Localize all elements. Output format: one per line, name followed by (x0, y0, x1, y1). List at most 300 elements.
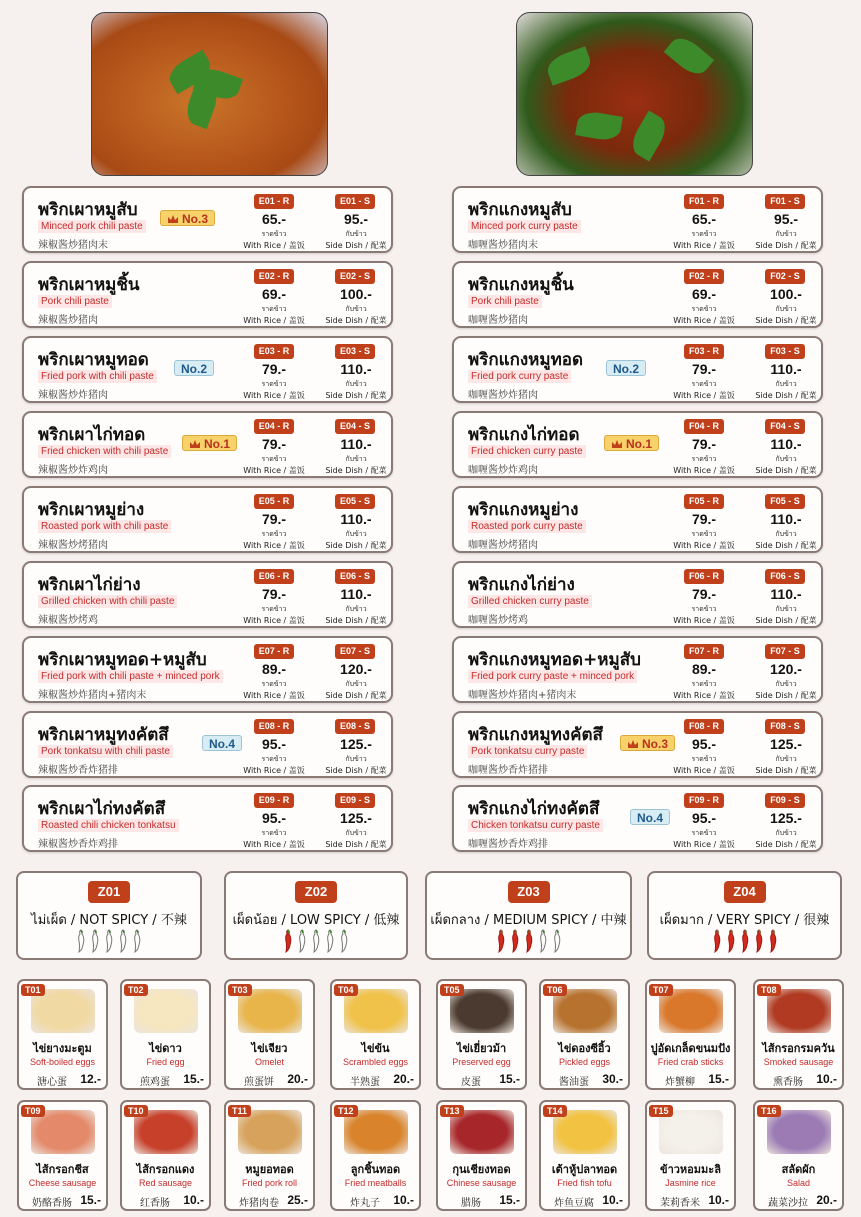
side-caption: Side Dish / 配菜 (755, 840, 817, 849)
chili-red-icon (712, 929, 722, 953)
side-dish-card[interactable] (539, 1100, 630, 1211)
rank-badge-label: No.2 (181, 362, 208, 376)
rice-caption-thai: ราดข้าว (691, 380, 717, 388)
side-dish-chinese-name: 炸鱼豆腐 (554, 1198, 594, 1209)
item-english-name: Fried pork curry paste + minced pork (468, 670, 637, 683)
rice-caption-thai: ราดข้าว (691, 605, 717, 613)
item-thai-name: พริกแกงหมูชิ้น (468, 275, 574, 295)
side-dish-thai-name: ไข่ยางมะตูม (33, 1042, 92, 1055)
item-thai-name: พริกแกงหมูสับ (468, 200, 572, 220)
chili-outline-icon (132, 929, 142, 953)
side-caption-thai: กับข้าว (775, 605, 797, 613)
rice-price: 95.- (691, 810, 717, 826)
side-dish-english-name: Fried pork roll (241, 1178, 297, 1188)
rice-caption-thai: ราดข้าว (261, 230, 287, 238)
side-code-tag: F09 - S (765, 793, 805, 808)
menu-item-card[interactable] (452, 636, 823, 703)
side-dish-price: 15.- (499, 1072, 520, 1086)
rice-price: 95.- (691, 736, 717, 752)
item-chinese-name: 辣椒酱炒炸猪肉+猪肉末 (38, 690, 147, 701)
rank-badge (604, 435, 659, 451)
side-caption-thai: กับข้าว (345, 829, 367, 837)
side-code-tag: F02 - S (765, 269, 805, 284)
rice-price: 89.- (691, 661, 717, 677)
menu-item-card[interactable] (22, 186, 393, 253)
rice-code-tag: E01 - R (254, 194, 294, 209)
rice-price: 79.- (261, 436, 287, 452)
side-dish-card[interactable] (224, 979, 315, 1090)
side-dish-english-name: Fried crab sticks (657, 1057, 724, 1067)
side-dish-price: 30.- (602, 1072, 623, 1086)
menu-item-card[interactable] (452, 336, 823, 403)
side-caption-thai: กับข้าว (775, 380, 797, 388)
side-price: 110.- (770, 436, 802, 452)
side-dish-chinese-name: 炸蟹柳 (665, 1077, 695, 1088)
rice-code-tag: F07 - R (684, 644, 724, 659)
side-dish-thai-name: ปูอัดเกล็ดขนมปัง (650, 1042, 731, 1055)
item-english-name: Minced pork chili paste (38, 220, 146, 233)
item-chinese-name: 辣椒酱炒烤猪肉 (38, 540, 108, 551)
rice-caption: With Rice / 盖饭 (243, 391, 305, 400)
side-code-tag: F07 - S (765, 644, 805, 659)
rice-code-tag: F03 - R (684, 344, 724, 359)
menu-item-card[interactable] (452, 785, 823, 852)
rank-badge-label: No.1 (204, 437, 231, 451)
menu-item-card[interactable] (452, 486, 823, 553)
side-dish-card[interactable] (17, 1100, 108, 1211)
rice-caption-thai: ราดข้าว (691, 530, 717, 538)
rice-caption: With Rice / 盖饭 (673, 766, 735, 775)
side-dish-chinese-name: 皮蛋 (461, 1077, 481, 1088)
rank-badge (174, 360, 214, 376)
rice-caption-thai: ราดข้าว (691, 305, 717, 313)
side-price: 95.- (343, 211, 369, 227)
side-caption-thai: กับข้าว (775, 230, 797, 238)
side-price: 125.- (770, 736, 802, 752)
side-price: 125.- (770, 810, 802, 826)
side-caption: Side Dish / 配菜 (755, 466, 817, 475)
side-code-tag: E04 - S (335, 419, 375, 434)
item-english-name: Pork tonkatsu curry paste (468, 745, 587, 758)
side-dish-english-name: Salad (786, 1178, 811, 1188)
side-dish-price: 10.- (393, 1193, 414, 1207)
rank-badge-label: No.4 (209, 737, 236, 751)
rank-badge-label: No.3 (182, 212, 209, 226)
side-caption-thai: กับข้าว (345, 605, 367, 613)
rice-code-tag: F05 - R (684, 494, 724, 509)
side-caption-thai: กับข้าว (345, 305, 367, 313)
side-code-tag: E03 - S (335, 344, 375, 359)
side-dish-code: T11 (228, 1105, 251, 1117)
rice-caption: With Rice / 盖饭 (673, 466, 735, 475)
item-chinese-name: 咖喱酱炒香炸鸡排 (468, 839, 548, 850)
side-dish-card[interactable] (539, 979, 630, 1090)
side-dish-price: 20.- (287, 1072, 308, 1086)
rank-badge-label: No.3 (642, 737, 669, 751)
side-price: 125.- (340, 736, 372, 752)
side-caption: Side Dish / 配菜 (755, 766, 817, 775)
side-code-tag: E06 - S (335, 569, 375, 584)
side-dish-thai-name: ไข่ดาว (149, 1042, 182, 1055)
side-dish-english-name: Scrambled eggs (342, 1057, 409, 1067)
rice-caption: With Rice / 盖饭 (243, 840, 305, 849)
side-dish-code: T08 (757, 984, 781, 996)
menu-item-card[interactable] (22, 486, 393, 553)
rice-caption: With Rice / 盖饭 (673, 391, 735, 400)
side-dish-code: T10 (124, 1105, 148, 1117)
item-english-name: Pork tonkatsu with chili paste (38, 745, 173, 758)
side-code-tag: E01 - S (335, 194, 375, 209)
chili-outline-icon (538, 929, 548, 953)
side-caption: Side Dish / 配菜 (325, 241, 387, 250)
side-caption-thai: กับข้าว (345, 755, 367, 763)
side-dish-english-name: Fried egg (146, 1057, 185, 1067)
side-dish-code: T13 (440, 1105, 464, 1117)
spice-level-option[interactable] (647, 871, 842, 960)
rice-caption: With Rice / 盖饭 (243, 766, 305, 775)
rice-caption: With Rice / 盖饭 (243, 316, 305, 325)
item-thai-name: พริกเผาไก่ทงคัตสึ (38, 799, 166, 819)
side-dish-english-name: Soft-boiled eggs (29, 1057, 96, 1067)
spice-level-option[interactable] (224, 871, 408, 960)
side-code-tag: F05 - S (765, 494, 805, 509)
side-dish-thai-name: ไข่ดองซีอิ้ว (558, 1042, 611, 1055)
rice-caption: With Rice / 盖饭 (243, 691, 305, 700)
rank-badge (606, 360, 646, 376)
side-dish-chinese-name: 蔬菜沙拉 (768, 1198, 808, 1209)
side-caption-thai: กับข้าว (775, 755, 797, 763)
item-chinese-name: 辣椒酱炒炸鸡肉 (38, 465, 108, 476)
rank-badge-label: No.1 (626, 437, 653, 451)
side-price: 100.- (770, 286, 802, 302)
side-dish-card[interactable] (224, 1100, 315, 1211)
side-code-tag: F03 - S (765, 344, 805, 359)
side-code-tag: E05 - S (335, 494, 375, 509)
side-caption: Side Dish / 配菜 (325, 466, 387, 475)
item-chinese-name: 辣椒酱炒炸猪肉 (38, 390, 108, 401)
side-dish-price: 10.- (708, 1193, 729, 1207)
side-dish-chinese-name: 红香肠 (140, 1198, 170, 1209)
side-dish-chinese-name: 煎鸡蛋 (140, 1077, 170, 1088)
item-chinese-name: 辣椒酱炒猪肉末 (38, 240, 108, 251)
item-english-name: Pork chili paste (38, 295, 112, 308)
chili-red-icon (768, 929, 778, 953)
chili-red-icon (754, 929, 764, 953)
item-chinese-name: 辣椒酱炒香炸猪排 (38, 765, 118, 776)
side-dish-card[interactable] (17, 979, 108, 1090)
side-price: 125.- (340, 810, 372, 826)
menu-item-card[interactable] (22, 336, 393, 403)
curry-pork-photo (516, 12, 753, 176)
chili-outline-icon (552, 929, 562, 953)
side-caption-thai: กับข้าว (345, 455, 367, 463)
chili-red-icon (726, 929, 736, 953)
menu-item-card[interactable] (22, 561, 393, 628)
side-dish-thai-name: ไส้กรอกแดง (136, 1163, 195, 1176)
item-thai-name: พริกแกงไก่ย่าง (468, 575, 575, 595)
rice-code-tag: E02 - R (254, 269, 294, 284)
menu-item-card[interactable] (452, 711, 823, 778)
chili-red-icon (283, 929, 293, 953)
side-dish-card[interactable] (330, 979, 421, 1090)
item-chinese-name: 咖喱酱炒猪肉 (468, 315, 528, 326)
menu-item-card[interactable] (22, 636, 393, 703)
rice-caption-thai: ราดข้าว (261, 680, 287, 688)
rice-price: 79.- (691, 361, 717, 377)
side-caption-thai: กับข้าว (345, 680, 367, 688)
side-dish-thai-name: ไข่เยี่ยวม้า (456, 1042, 507, 1055)
rice-caption: With Rice / 盖饭 (673, 840, 735, 849)
chili-rating (427, 929, 630, 958)
item-thai-name: พริกเผาหมูทอด (38, 350, 149, 370)
side-dish-english-name: Fried fish tofu (557, 1178, 612, 1188)
chili-red-icon (510, 929, 520, 953)
menu-item-card[interactable] (452, 261, 823, 328)
rice-price: 65.- (261, 211, 287, 227)
rank-badge (182, 435, 237, 451)
side-code-tag: F08 - S (765, 719, 805, 734)
rank-badge (620, 735, 675, 751)
rice-price: 69.- (691, 286, 717, 302)
rice-caption-thai: ราดข้าว (691, 829, 717, 837)
item-english-name: Grilled chicken curry paste (468, 595, 592, 608)
menu-item-card[interactable] (22, 261, 393, 328)
side-dish-card[interactable] (330, 1100, 421, 1211)
rice-caption-thai: ราดข้าว (691, 755, 717, 763)
item-thai-name: พริกแกงไก่ทอด (468, 425, 580, 445)
rice-caption: With Rice / 盖饭 (243, 241, 305, 250)
side-dish-code: T03 (228, 984, 252, 996)
rice-code-tag: F04 - R (684, 419, 724, 434)
side-price: 110.- (340, 361, 372, 377)
item-english-name: Roasted chili chicken tonkatsu (38, 819, 179, 832)
side-dish-thai-name: ลูกชิ้นทอด (350, 1163, 401, 1176)
item-english-name: Minced pork curry paste (468, 220, 581, 233)
side-caption-thai: กับข้าว (775, 829, 797, 837)
side-dish-english-name: Omelet (254, 1057, 284, 1067)
side-dish-english-name: Red sausage (138, 1178, 193, 1188)
rice-price: 89.- (261, 661, 287, 677)
side-price: 95.- (773, 211, 799, 227)
side-code-tag: E08 - S (335, 719, 375, 734)
rice-caption-thai: ราดข้าว (691, 455, 717, 463)
item-chinese-name: 辣椒酱炒猪肉 (38, 315, 98, 326)
side-dish-english-name: Fried meatballs (344, 1178, 407, 1188)
crown-icon (189, 437, 201, 447)
rice-price: 69.- (261, 286, 287, 302)
item-chinese-name: 辣椒酱炒烤鸡 (38, 615, 98, 626)
menu-item-card[interactable] (452, 186, 823, 253)
side-caption: Side Dish / 配菜 (755, 541, 817, 550)
side-caption: Side Dish / 配菜 (325, 616, 387, 625)
side-dish-code: T04 (334, 984, 358, 996)
item-chinese-name: 咖喱酱炒烤猪肉 (468, 540, 538, 551)
rice-caption-thai: ราดข้าว (261, 455, 287, 463)
side-dish-card[interactable] (436, 979, 527, 1090)
side-caption: Side Dish / 配菜 (325, 316, 387, 325)
rice-code-tag: F09 - R (684, 793, 724, 808)
rice-price: 79.- (261, 361, 287, 377)
item-chinese-name: 咖喱酱炒香炸猪排 (468, 765, 548, 776)
side-dish-thai-name: ไส้กรอกรมควัน (762, 1042, 835, 1055)
rice-code-tag: E03 - R (254, 344, 294, 359)
spice-level-option[interactable] (425, 871, 632, 960)
rice-code-tag: E05 - R (254, 494, 294, 509)
side-price: 110.- (340, 586, 372, 602)
item-chinese-name: 咖喱酱炒烤鸡 (468, 615, 528, 626)
side-dish-english-name: Chinese sausage (446, 1178, 517, 1188)
side-dish-thai-name: เต้าหู้ปลาทอด (551, 1163, 618, 1176)
side-dish-price: 20.- (393, 1072, 414, 1086)
side-price: 110.- (770, 586, 802, 602)
item-thai-name: พริกแกงหมูย่าง (468, 500, 579, 520)
side-dish-chinese-name: 炸丸子 (350, 1198, 380, 1209)
side-dish-card[interactable] (645, 1100, 736, 1211)
menu-item-card[interactable] (22, 411, 393, 478)
side-code-tag: E07 - S (335, 644, 375, 659)
rice-caption: With Rice / 盖饭 (243, 616, 305, 625)
rice-caption: With Rice / 盖饭 (673, 691, 735, 700)
side-dish-code: T06 (543, 984, 567, 996)
side-dish-thai-name: ไข่ข้น (361, 1042, 390, 1055)
chili-outline-icon (311, 929, 321, 953)
menu-item-card[interactable] (452, 561, 823, 628)
chili-outline-icon (76, 929, 86, 953)
item-english-name: Chicken tonkatsu curry paste (468, 819, 603, 832)
side-caption-thai: กับข้าว (775, 530, 797, 538)
side-price: 110.- (340, 436, 372, 452)
side-dish-price: 15.- (80, 1193, 101, 1207)
rice-code-tag: E07 - R (254, 644, 294, 659)
rank-badge (160, 210, 215, 226)
chili-rating (649, 929, 840, 958)
side-dish-english-name: Preserved egg (452, 1057, 511, 1067)
rice-caption-thai: ราดข้าว (691, 230, 717, 238)
side-dish-english-name: Pickled eggs (558, 1057, 611, 1067)
side-caption-thai: กับข้าว (775, 680, 797, 688)
side-dish-card[interactable] (753, 979, 844, 1090)
rank-badge (630, 809, 670, 825)
side-dish-card[interactable] (120, 979, 211, 1090)
spice-level-code: Z01 (88, 881, 130, 903)
item-english-name: Pork chili paste (468, 295, 542, 308)
menu-item-card[interactable] (452, 411, 823, 478)
spice-level-label: เผ็ดกลาง / MEDIUM SPICY / 中辣 (430, 913, 627, 928)
rice-code-tag: E09 - R (254, 793, 294, 808)
item-english-name: Fried pork with chili paste + minced pork (38, 670, 223, 683)
chili-outline-icon (118, 929, 128, 953)
spice-level-option[interactable] (16, 871, 202, 960)
item-english-name: Fried chicken curry paste (468, 445, 586, 458)
side-dish-price: 10.- (816, 1072, 837, 1086)
side-dish-english-name: Jasmine rice (665, 1178, 716, 1188)
side-dish-card[interactable] (753, 1100, 844, 1211)
side-code-tag: F04 - S (765, 419, 805, 434)
side-dish-price: 10.- (183, 1193, 204, 1207)
rice-code-tag: F02 - R (684, 269, 724, 284)
side-caption: Side Dish / 配菜 (755, 316, 817, 325)
menu-item-card[interactable] (22, 785, 393, 852)
side-dish-chinese-name: 熏香肠 (773, 1077, 803, 1088)
rice-price: 79.- (691, 436, 717, 452)
side-dish-chinese-name: 酱油蛋 (559, 1077, 589, 1088)
spice-level-label: ไม่เผ็ด / NOT SPICY / 不辣 (31, 913, 187, 928)
rice-price: 95.- (261, 736, 287, 752)
item-english-name: Roasted pork with chili paste (38, 520, 171, 533)
side-dish-thai-name: กุนเชียงทอด (452, 1163, 511, 1176)
item-chinese-name: 咖喱酱炒猪肉末 (468, 240, 538, 251)
side-dish-code: T14 (543, 1105, 567, 1117)
rice-caption: With Rice / 盖饭 (673, 316, 735, 325)
rice-caption: With Rice / 盖饭 (673, 616, 735, 625)
item-thai-name: พริกแกงหมูทงคัตสึ (468, 725, 603, 745)
item-english-name: Roasted pork curry paste (468, 520, 586, 533)
item-thai-name: พริกเผาหมูย่าง (38, 500, 145, 520)
side-caption: Side Dish / 配菜 (755, 691, 817, 700)
rice-caption-thai: ราดข้าว (261, 755, 287, 763)
item-english-name: Fried pork with chili paste (38, 370, 157, 383)
item-english-name: Fried chicken with chili paste (38, 445, 171, 458)
side-code-tag: F01 - S (765, 194, 805, 209)
side-dish-price: 10.- (602, 1193, 623, 1207)
rice-caption-thai: ราดข้าว (261, 605, 287, 613)
side-dish-chinese-name: 溏心蛋 (37, 1077, 67, 1088)
side-dish-english-name: Cheese sausage (28, 1178, 97, 1188)
side-dish-chinese-name: 奶酪香肠 (32, 1198, 72, 1209)
item-chinese-name: 辣椒酱炒香炸鸡排 (38, 839, 118, 850)
side-code-tag: F06 - S (765, 569, 805, 584)
side-price: 110.- (770, 361, 802, 377)
rice-caption: With Rice / 盖饭 (673, 541, 735, 550)
menu-item-card[interactable] (22, 711, 393, 778)
chili-outline-icon (325, 929, 335, 953)
side-dish-english-name: Smoked sausage (763, 1057, 834, 1067)
crown-icon (611, 437, 623, 447)
chili-red-icon (496, 929, 506, 953)
rice-caption: With Rice / 盖饭 (243, 466, 305, 475)
rice-code-tag: F01 - R (684, 194, 724, 209)
rice-caption: With Rice / 盖饭 (673, 241, 735, 250)
side-caption: Side Dish / 配菜 (325, 691, 387, 700)
side-price: 100.- (340, 286, 372, 302)
rice-caption-thai: ราดข้าว (261, 380, 287, 388)
side-caption-thai: กับข้าว (775, 305, 797, 313)
side-caption: Side Dish / 配菜 (755, 391, 817, 400)
item-chinese-name: 咖喱酱炒炸猪肉+猪肉末 (468, 690, 577, 701)
rice-price: 65.- (691, 211, 717, 227)
side-dish-code: T02 (124, 984, 148, 996)
chili-red-icon (524, 929, 534, 953)
item-thai-name: พริกเผาหมูชิ้น (38, 275, 140, 295)
crown-icon (627, 737, 639, 747)
side-caption-thai: กับข้าว (345, 230, 367, 238)
item-english-name: Grilled chicken with chili paste (38, 595, 177, 608)
rice-caption-thai: ราดข้าว (691, 680, 717, 688)
side-dish-thai-name: หมูยอทอด (245, 1163, 294, 1176)
side-price: 120.- (770, 661, 802, 677)
side-dish-card[interactable] (120, 1100, 211, 1211)
side-dish-chinese-name: 半熟蛋 (350, 1077, 380, 1088)
item-thai-name: พริกแกงหมูทอด+หมูสับ (468, 650, 641, 670)
side-dish-card[interactable] (436, 1100, 527, 1211)
side-dish-chinese-name: 煎蛋饼 (244, 1077, 274, 1088)
side-dish-code: T16 (757, 1105, 781, 1117)
side-dish-price: 20.- (816, 1193, 837, 1207)
side-dish-chinese-name: 炸猪肉卷 (239, 1198, 279, 1209)
chili-outline-icon (104, 929, 114, 953)
side-dish-card[interactable] (645, 979, 736, 1090)
side-dish-code: T15 (649, 1105, 673, 1117)
